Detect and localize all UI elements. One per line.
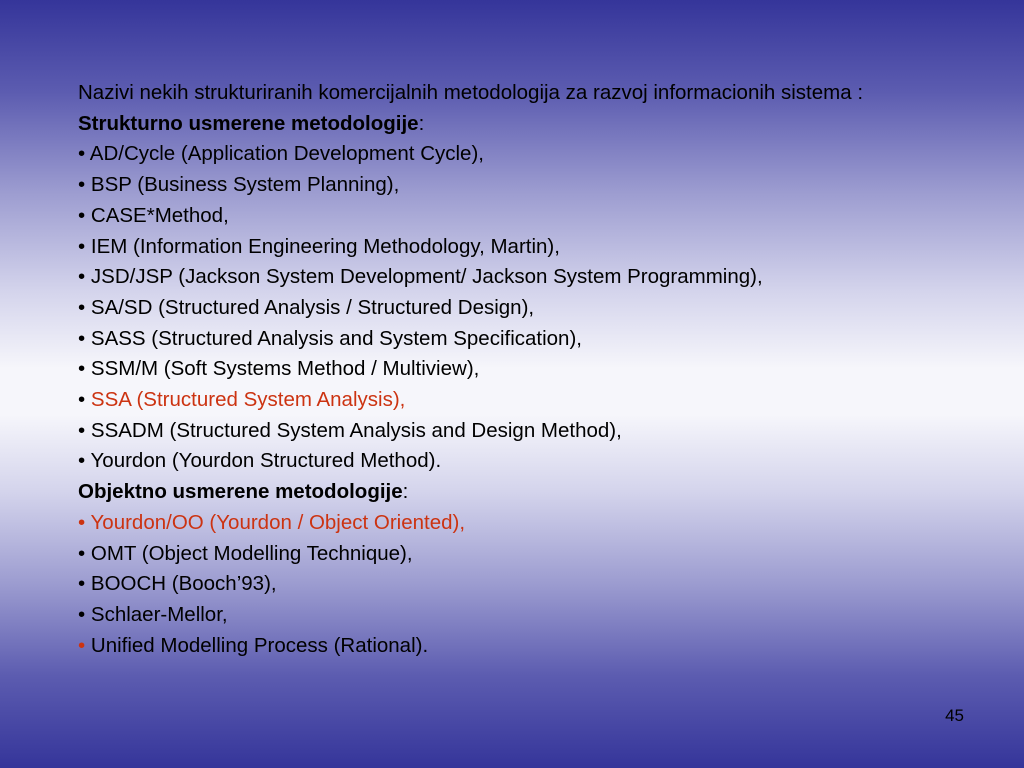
list-item [78, 201, 968, 232]
list-item [78, 170, 968, 201]
bullet-highlighted: • [78, 633, 86, 657]
list-item-text: Yourdon (Yourdon Structured Method). [90, 449, 442, 473]
list-item-text: IEM (Information Engineering Methodology, Martin), [90, 234, 560, 258]
list-item [78, 354, 968, 385]
list-item-text: SASS (Structured Analysis and System Specification), [90, 326, 582, 350]
bullet: • [78, 541, 86, 565]
list-item [78, 539, 968, 570]
bullet: • [78, 203, 86, 227]
bullet: • [78, 265, 86, 289]
bullet: • [78, 173, 86, 197]
bullet: • [78, 388, 86, 412]
list-item [78, 631, 968, 662]
bullet: • [78, 418, 86, 442]
list-item-text: OMT (Object Modelling Technique), [90, 541, 413, 565]
bullet: • [78, 357, 86, 381]
list-item-text: JSD/JSP (Jackson System Development/ Jackson System Programming), [90, 265, 763, 289]
bullet: • [78, 510, 86, 534]
list-item [78, 569, 968, 600]
bullet: • [78, 234, 86, 258]
list-item-text: SA/SD (Structured Analysis / Structured Design), [90, 295, 535, 319]
list-item-highlighted [78, 385, 968, 416]
object-oriented-heading [78, 477, 968, 508]
list-item [78, 446, 968, 477]
list-item [78, 416, 968, 447]
list-item-text: AD/Cycle (Application Development Cycle), [89, 142, 484, 166]
bullet: • [78, 326, 86, 350]
structured-heading-colon: : [418, 111, 425, 135]
list-item-text: BSP (Business System Planning), [90, 173, 400, 197]
object-oriented-heading-colon: : [402, 480, 409, 504]
bullet: • [78, 572, 86, 596]
list-item [78, 324, 968, 355]
bullet: • [78, 602, 86, 626]
bullet: • [78, 295, 86, 319]
list-item-text: CASE*Method, [90, 203, 229, 227]
bullet: • [78, 142, 86, 166]
list-item-text: BOOCH (Booch’93), [90, 572, 277, 596]
list-item-text: SSM/M (Soft Systems Method / Multiview), [90, 357, 480, 381]
list-item [78, 139, 968, 170]
list-item [78, 262, 968, 293]
list-item-text: Unified Modelling Process (Rational). [90, 633, 429, 657]
structured-heading-label: Strukturno usmerene metodologije [78, 111, 419, 135]
object-oriented-heading-label: Objektno usmerene metodologije [78, 480, 403, 504]
list-item [78, 232, 968, 263]
list-item [78, 293, 968, 324]
intro-text: Nazivi nekih strukturiranih komercijalnih metodologija za razvoj informacionih sistema : [78, 81, 864, 104]
list-item-text: SSA (Structured System Analysis), [90, 388, 406, 412]
slide-content [78, 78, 968, 661]
list-item-text: SSADM (Structured System Analysis and Design Method), [90, 418, 622, 442]
list-item [78, 600, 968, 631]
structured-heading [78, 109, 968, 140]
list-item-highlighted [78, 508, 968, 539]
page-number: 45 [945, 706, 964, 725]
list-item-text: Schlaer-Mellor, [90, 602, 228, 626]
list-item-text: Yourdon/OO (Yourdon / Object Oriented), [90, 510, 466, 534]
bullet: • [78, 449, 86, 473]
